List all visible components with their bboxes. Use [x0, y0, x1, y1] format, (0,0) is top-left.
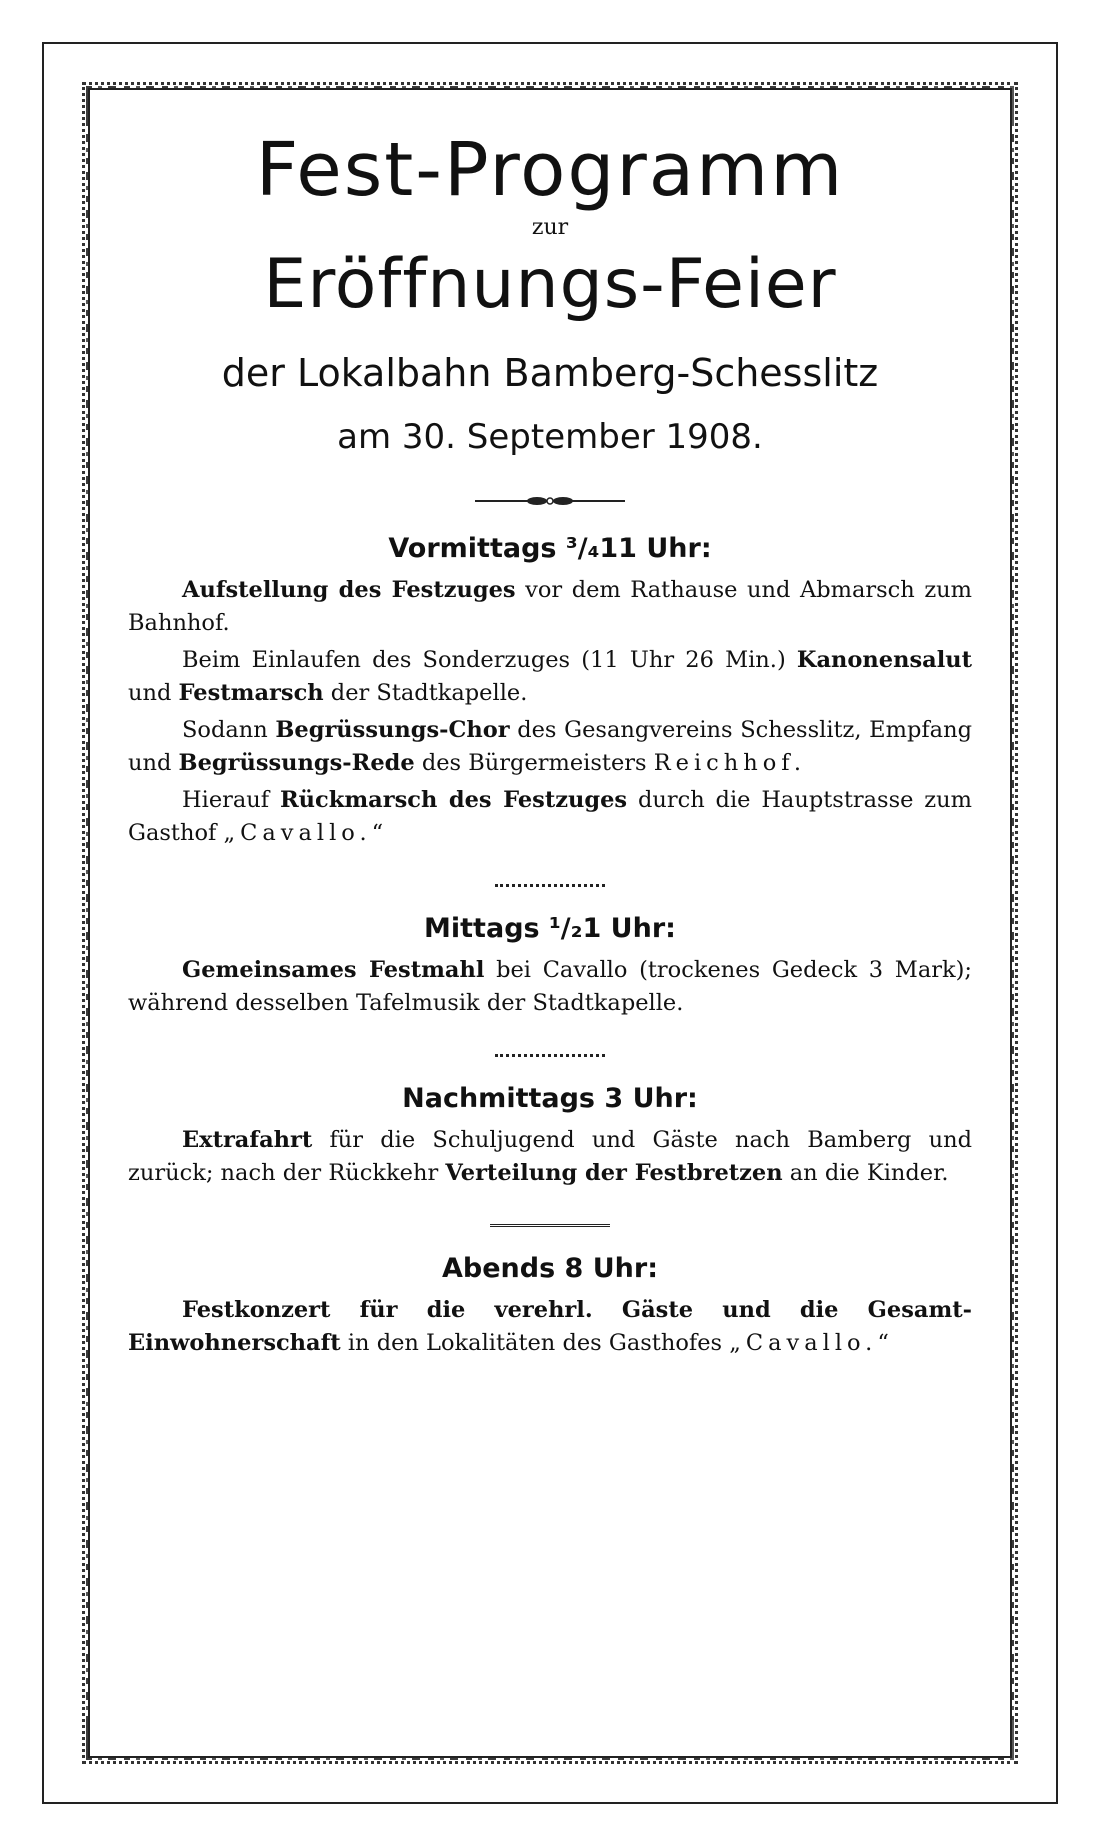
body-text: an die Kinder. [782, 1159, 949, 1186]
body-text: durch die Hauptstrasse zum Gasthof [128, 786, 972, 846]
event-title: Eröffnungs-Feier [263, 245, 837, 325]
emphasized-text: Gemeinsames Festmahl [182, 956, 485, 983]
program-paragraph [120, 954, 980, 1020]
ornate-divider-icon [475, 495, 625, 507]
program-paragraph [120, 784, 980, 850]
emphasized-text: Festmarsch [178, 679, 324, 706]
body-text: und [128, 679, 179, 706]
program-paragraph [120, 714, 980, 780]
body-text: Beim Einlaufen des Sonderzuges (11 Uhr 26 Min.) [182, 646, 797, 673]
body-text: des Gesangvereins Schesslitz, Empfang und [128, 716, 972, 776]
emphasized-text: Festkonzert für die verehrl. Gäste und die Gesamt-Einwohnerschaft [128, 1296, 972, 1356]
body-text: der Stadtkapelle. [323, 679, 528, 706]
program-content [120, 110, 980, 1364]
section-heading: Nachmittags 3 Uhr: [402, 1082, 698, 1114]
title-connector: zur [531, 215, 569, 241]
section-divider [495, 884, 605, 887]
section-heading: Vormittags ³/₄11 Uhr: [388, 532, 712, 564]
section-divider [490, 1224, 610, 1227]
body-text: in den Lokalitäten des Gasthofes [340, 1329, 730, 1356]
body-text: bei Cavallo (trockenes Gedeck 3 Mark); während desselben Tafelmusik der Stadtkapelle. [128, 956, 972, 1016]
emphasized-text: Verteilung der Festbretzen [445, 1159, 783, 1186]
body-text: des Bürgermeisters [414, 749, 654, 776]
spaced-text: „Cavallo.“ [729, 1329, 894, 1356]
section-heading: Mittags ¹/₂1 Uhr: [424, 912, 676, 944]
body-text: Sodann [182, 716, 276, 743]
program-paragraph [120, 1294, 980, 1360]
body-text: vor dem Rathause und Abmarsch zum Bahnhof. [128, 576, 972, 636]
railway-subtitle: der Lokalbahn Bamberg-Schesslitz [221, 350, 879, 395]
program-paragraph [120, 574, 980, 640]
emphasized-text: Rückmarsch des Festzuges [279, 786, 628, 813]
emphasized-text: Kanonensalut [796, 646, 972, 673]
body-text: Hierauf [182, 786, 280, 813]
program-sections [120, 533, 980, 1360]
section-divider [495, 1054, 605, 1057]
program-paragraph [120, 644, 980, 710]
page-title: Fest-Programm [255, 127, 845, 213]
emphasized-text: Extrafahrt [182, 1126, 313, 1153]
emphasized-text: Begrüssungs-Rede [178, 749, 415, 776]
spaced-text: Reichhof. [653, 749, 806, 776]
body-text: für die Schuljugend und Gäste nach Bamberg und zurück; nach der Rückkehr [128, 1126, 972, 1186]
section-heading: Abends 8 Uhr: [442, 1252, 658, 1284]
event-date: am 30. September 1908. [337, 416, 763, 457]
emphasized-text: Aufstellung des Festzuges [182, 576, 516, 603]
spaced-text: „Cavallo.“ [223, 819, 389, 846]
emphasized-text: Begrüssungs-Chor [275, 716, 510, 743]
program-paragraph [120, 1124, 980, 1190]
